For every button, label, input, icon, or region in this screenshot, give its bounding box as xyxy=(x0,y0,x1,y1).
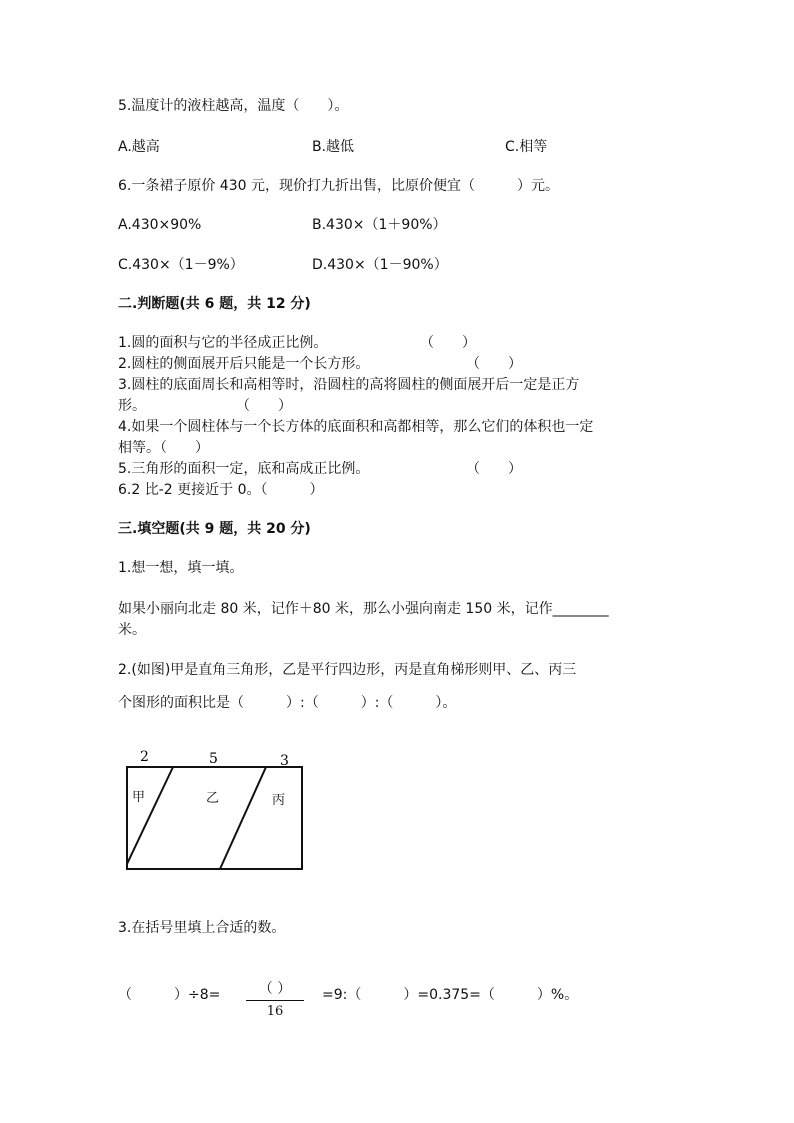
fill-q1-stem: 1.想一想，填一填。 xyxy=(118,560,244,576)
fill-q2-line1: 2.(如图)甲是直角三角形，乙是平行四边形，丙是直角梯形则甲、乙、丙三 xyxy=(118,662,577,678)
q6-stem: 6.一条裙子原价 430 元，现价打九折出售，比原价便宜（ ）元。 xyxy=(118,178,559,194)
shape-figure xyxy=(118,748,318,882)
answer-blank: （ ） xyxy=(466,461,522,477)
fill-q2-line2: 个图形的面积比是（ ）:（ ）:（ ）。 xyxy=(118,695,457,711)
dim-label: 3 xyxy=(280,753,289,769)
judgement-item-cont: 相等。（ ） xyxy=(118,440,209,456)
judgement-item: 1.圆的面积与它的半径成正比例。 xyxy=(118,335,328,351)
fraction-numerator: （ ） xyxy=(258,981,292,997)
q5-option-b: B.越低 xyxy=(312,139,355,155)
answer-blank: （ ） xyxy=(420,335,476,351)
section-title-judgement: 二.判断题(共 6 题，共 12 分) xyxy=(118,296,311,312)
judgement-item: 5.三角形的面积一定，底和高成正比例。 xyxy=(118,461,370,477)
judgement-item: 4.如果一个圆柱体与一个长方体的底面积和高都相等，那么它们的体积也一定 xyxy=(118,419,594,435)
fill-q1-line2: 米。 xyxy=(118,622,146,638)
q6-option-b: B.430×（1＋90%） xyxy=(312,217,447,233)
q5-stem: 5.温度计的液柱越高，温度（ ）。 xyxy=(118,98,349,114)
judgement-item: 2.圆柱的侧面展开后只能是一个长方形。 xyxy=(118,356,370,372)
label-bing: 丙 xyxy=(272,793,286,808)
outer-rectangle xyxy=(127,767,302,869)
fill-q3-equation-right: =9:（ ）=0.375=（ ）%。 xyxy=(322,987,579,1003)
q6-option-a: A.430×90% xyxy=(118,217,202,233)
q6-option-c: C.430×（1－9%） xyxy=(118,257,244,273)
fill-q1-line1: 如果小丽向北走 80 米，记作＋80 米，那么小强向南走 150 米，记作________ xyxy=(118,601,609,617)
dim-label: 2 xyxy=(140,749,149,765)
judgement-item: 3.圆柱的底面周长和高相等时，沿圆柱的高将圆柱的侧面展开后一定是正方 xyxy=(118,377,580,393)
figure-svg xyxy=(118,748,318,878)
answer-blank: （ ） xyxy=(236,398,292,414)
fraction-bar xyxy=(246,1000,304,1001)
q6-option-d: D.430×（1－90%） xyxy=(312,257,448,273)
fill-q3-equation-left: （ ）÷8= xyxy=(118,987,221,1003)
judgement-item-cont: 形。 xyxy=(118,398,146,414)
fraction xyxy=(246,980,304,1021)
label-yi: 乙 xyxy=(206,791,220,806)
label-jia: 甲 xyxy=(132,790,146,805)
fraction-denominator: 16 xyxy=(266,1004,284,1019)
q5-option-c: C.相等 xyxy=(505,139,548,155)
section-title-fill-blank: 三.填空题(共 9 题，共 20 分) xyxy=(118,521,311,537)
fill-q3-stem: 3.在括号里填上合适的数。 xyxy=(118,920,286,936)
judgement-item: 6.2 比-2 更接近于 0。（ ） xyxy=(118,482,324,498)
triangle-edge xyxy=(127,767,173,864)
q5-option-a: A.越高 xyxy=(118,139,160,155)
dim-label: 5 xyxy=(209,751,218,767)
parallelogram-edge xyxy=(220,767,266,869)
answer-blank: （ ） xyxy=(466,356,522,372)
